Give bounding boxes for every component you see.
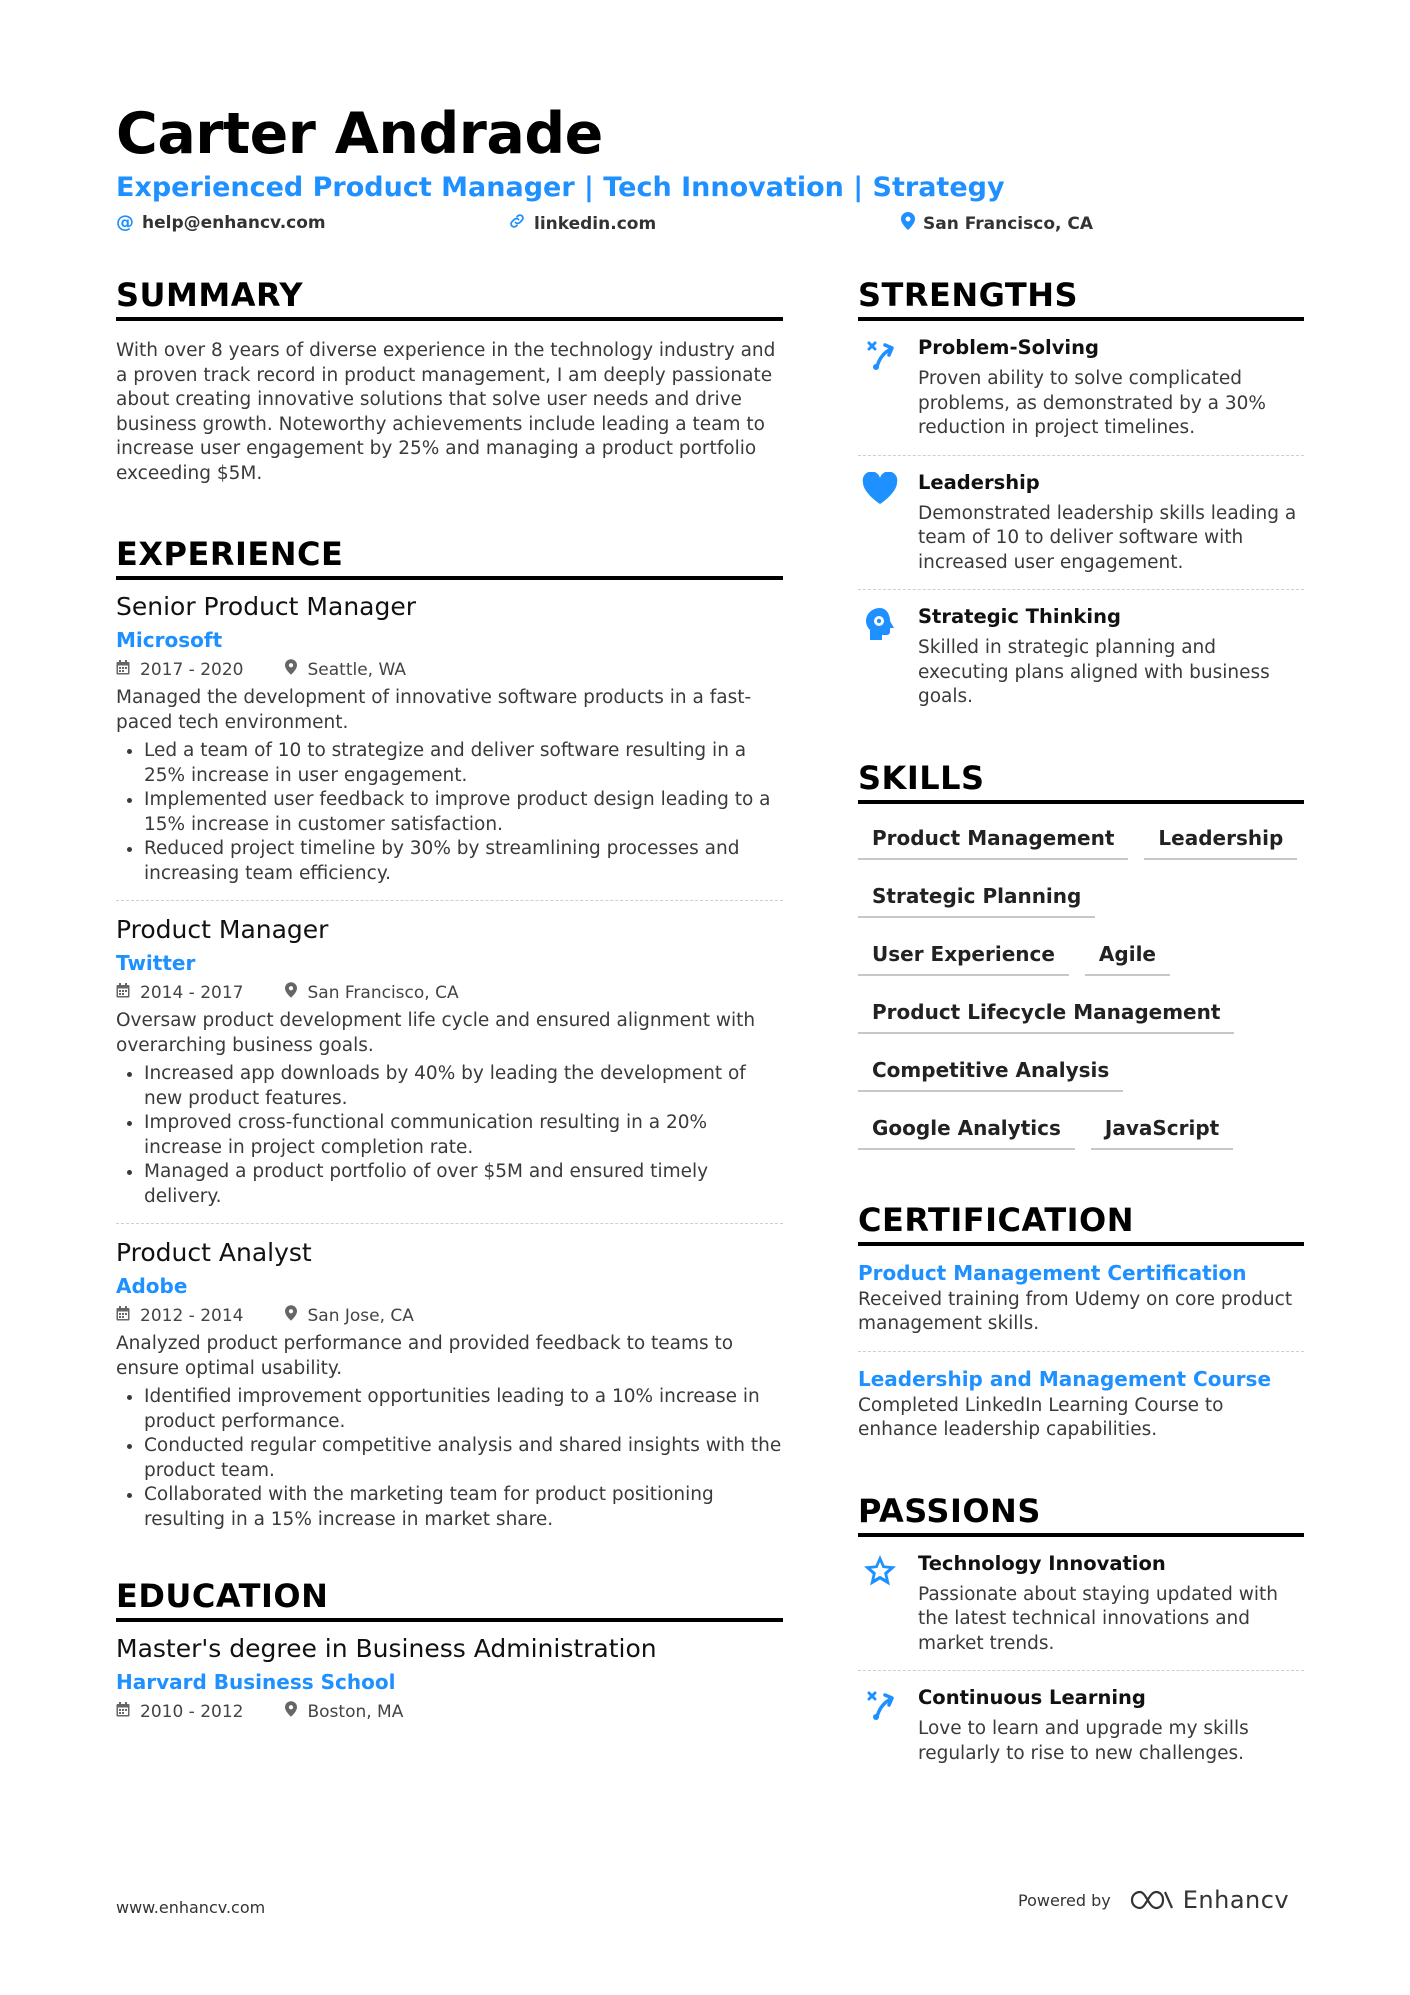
head-icon — [858, 602, 902, 710]
skill-tag: Product Lifecycle Management — [858, 990, 1234, 1034]
job-bullet: • Increased app downloads by 40% by leading the development of new product features. — [144, 1062, 783, 1111]
job-entry — [116, 913, 783, 1209]
divider — [858, 1351, 1304, 1352]
job-dates: 2014 - 2017 — [140, 983, 244, 1003]
passion-description: Love to learn and upgrade my skills regularly to rise to new challenges. — [918, 1718, 1249, 1764]
skill-tag: Leadership — [1144, 816, 1297, 860]
divider — [858, 589, 1304, 590]
job-location: San Francisco, CA — [307, 983, 459, 1003]
skill-tag: User Experience — [858, 932, 1069, 976]
candidate-name: Carter Andrade — [116, 101, 603, 167]
company-name: Microsoft — [116, 628, 223, 652]
education-section — [116, 1576, 783, 1726]
job-title: Product Manager — [116, 915, 329, 944]
strengths-section — [858, 275, 1304, 710]
experience-section — [116, 534, 783, 1532]
certification-description: Received training from Udemy on core product management skills. — [858, 1288, 1293, 1334]
job-description: Managed the development of innovative software products in a fast-paced tech environment. — [116, 687, 752, 733]
strength-item — [858, 468, 1304, 576]
contact-linkedin-text: linkedin.com — [534, 213, 657, 234]
company-name: Twitter — [116, 951, 196, 975]
job-title: Senior Product Manager — [116, 592, 417, 621]
job-bullet: • Managed a product portfolio of over $5M and ensured timely delivery. — [144, 1160, 783, 1209]
job-bullet: • Improved cross-functional communication resulting in a 20% increase in project completion rate. — [144, 1111, 783, 1160]
job-entry — [116, 590, 783, 886]
company-name: Adobe — [116, 1274, 188, 1298]
job-dates: 2017 - 2020 — [140, 660, 244, 680]
skill-tag: Agile — [1085, 932, 1170, 976]
headline: Experienced Product Manager | Tech Innovation | Strategy — [116, 172, 1005, 203]
job-dates: 2012 - 2014 — [140, 1306, 244, 1326]
degree-title: Master's degree in Business Administration — [116, 1634, 657, 1663]
certification-item — [858, 1364, 1304, 1443]
section-title-strengths: STRENGTHS — [858, 275, 1304, 321]
divider — [858, 1670, 1304, 1671]
section-title-summary: SUMMARY — [116, 275, 783, 321]
calendar-icon — [116, 979, 130, 1007]
skill-tag: Strategic Planning — [858, 874, 1095, 918]
contact-email-text: help@enhancv.com — [142, 212, 326, 233]
location-icon — [285, 1302, 297, 1330]
job-bullet: • Conducted regular competitive analysis and shared insights with the product team. — [144, 1434, 783, 1483]
skill-tag: Google Analytics — [858, 1106, 1075, 1150]
contact-linkedin[interactable] — [508, 212, 656, 235]
passion-item — [858, 1683, 1304, 1766]
strength-item — [858, 602, 1304, 710]
calendar-icon — [116, 1698, 130, 1726]
job-bullet: • Led a team of 10 to strategize and deliver software resulting in a 25% increase in user engagement. — [144, 739, 783, 788]
location-icon — [285, 1698, 297, 1726]
section-title-education: EDUCATION — [116, 1576, 783, 1622]
section-title-skills: SKILLS — [858, 758, 1304, 804]
skill-tag: JavaScript — [1091, 1106, 1233, 1150]
divider — [858, 455, 1304, 456]
footer-website[interactable]: www.enhancv.com — [116, 1898, 266, 1917]
left-column — [116, 275, 783, 1728]
strength-description: Skilled in strategic planning and executing plans aligned with business goals. — [918, 637, 1270, 707]
location-icon — [285, 979, 297, 1007]
education-dates: 2010 - 2012 — [140, 1702, 244, 1722]
location-icon — [285, 656, 297, 684]
wand-icon — [858, 1683, 902, 1766]
passion-item — [858, 1549, 1304, 1657]
passion-title: Continuous Learning — [918, 1686, 1146, 1709]
right-column — [858, 275, 1304, 1766]
job-bullet: • Implemented user feedback to improve product design leading to a 15% increase in customer satisfaction. — [144, 788, 783, 837]
job-bullet: • Reduced project timeline by 30% by streamlining processes and increasing team efficiency. — [144, 837, 783, 886]
heart-icon — [858, 468, 902, 576]
strength-title: Leadership — [918, 470, 1040, 494]
certification-description: Completed LinkedIn Learning Course to enhance leadership capabilities. — [858, 1394, 1224, 1440]
footer-powered-by — [1018, 1886, 1289, 1914]
summary-section — [116, 275, 783, 486]
wand-icon — [858, 333, 902, 441]
contact-email[interactable] — [116, 212, 326, 233]
enhancv-brand-text: Enhancv — [1182, 1886, 1290, 1914]
skills-section — [858, 758, 1304, 1150]
strength-item — [858, 333, 1304, 441]
section-title-passions: PASSIONS — [858, 1491, 1304, 1537]
resume-page — [116, 100, 1304, 1764]
enhancv-logo[interactable] — [1129, 1886, 1289, 1914]
enhancv-logo-icon — [1129, 1888, 1175, 1912]
job-bullet: • Identified improvement opportunities leading to a 10% increase in product performance. — [144, 1385, 783, 1434]
job-bullets — [116, 739, 783, 886]
skills-list — [858, 816, 1304, 1150]
strength-description: Proven ability to solve complicated problems, as demonstrated by a 30% reduction in project timelines. — [918, 368, 1266, 438]
job-meta — [116, 1302, 783, 1330]
strength-title: Strategic Thinking — [918, 605, 1121, 628]
job-bullet: • Collaborated with the marketing team for product positioning resulting in a 15% increase in market share. — [144, 1483, 783, 1532]
certification-section — [858, 1200, 1304, 1443]
job-bullets — [116, 1385, 783, 1532]
powered-by-label: Powered by — [1018, 1890, 1111, 1910]
passions-section — [858, 1491, 1304, 1767]
job-description: Analyzed product performance and provided feedback to teams to ensure optimal usability. — [116, 1333, 734, 1379]
divider — [116, 1223, 783, 1224]
job-meta — [116, 656, 783, 684]
at-icon: @ — [116, 212, 134, 233]
education-location: Boston, MA — [307, 1702, 404, 1722]
strength-title: Problem-Solving — [918, 336, 1099, 359]
star-icon — [858, 1549, 902, 1657]
job-description: Oversaw product development life cycle and ensured alignment with overarching business goals. — [116, 1010, 756, 1056]
certification-item — [858, 1258, 1304, 1337]
section-title-experience: EXPERIENCE — [116, 534, 783, 580]
strength-description: Demonstrated leadership skills leading a team of 10 to deliver software with increased user engagement. — [918, 502, 1297, 573]
job-title: Product Analyst — [116, 1238, 312, 1267]
summary-text: With over 8 years of diverse experience in the technology industry and a proven track record in product management, I am deeply passionate about creating innovative solutions that solve user needs and drive business growth. Noteworthy achievements include leading a team to increase user engagement by 25% and managing a product portfolio exceeding $5M. — [116, 340, 776, 484]
job-location: Seattle, WA — [307, 660, 406, 680]
certification-title: Product Management Certification — [858, 1260, 1247, 1285]
contact-bar — [116, 212, 1304, 242]
calendar-icon — [116, 656, 130, 684]
certification-title: Leadership and Management Course — [858, 1366, 1272, 1391]
contact-location-text: San Francisco, CA — [923, 213, 1094, 234]
skill-tag: Product Management — [858, 816, 1128, 860]
school-name: Harvard Business School — [116, 1670, 396, 1694]
location-icon — [901, 212, 915, 235]
contact-location — [901, 212, 1093, 235]
passion-title: Technology Innovation — [918, 1551, 1166, 1575]
skill-tag: Competitive Analysis — [858, 1048, 1123, 1092]
link-icon — [508, 212, 526, 235]
education-meta — [116, 1698, 783, 1726]
job-entry — [116, 1236, 783, 1532]
divider — [116, 900, 783, 901]
calendar-icon — [116, 1302, 130, 1330]
section-title-certification: CERTIFICATION — [858, 1200, 1304, 1246]
job-bullets — [116, 1062, 783, 1209]
job-location: San Jose, CA — [307, 1306, 414, 1326]
job-meta — [116, 979, 783, 1007]
passion-description: Passionate about staying updated with the latest technical innovations and market trends. — [918, 1583, 1278, 1654]
